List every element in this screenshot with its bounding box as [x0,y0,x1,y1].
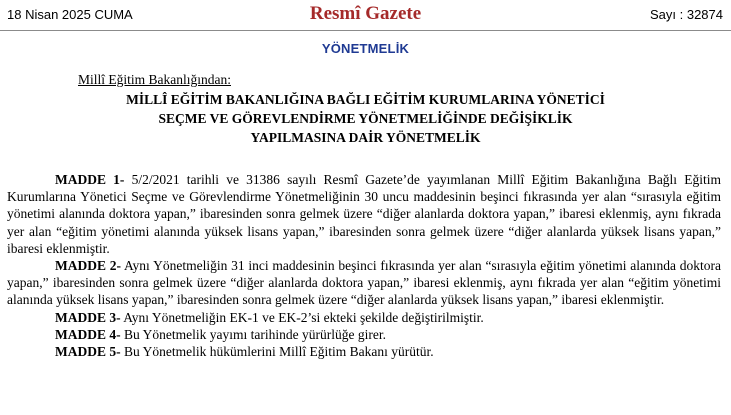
issuing-ministry: Millî Eğitim Bakanlığından: [78,72,231,87]
publication-date: 18 Nisan 2025 CUMA [7,7,133,22]
article-label: MADDE 3- [55,309,121,325]
regulation-title [0,90,731,147]
article-text: 5/2/2021 tarihli ve 31386 sayılı Resmî Gazete’de yayımlanan Millî Eğitim Bakanlığına Bağlı Eğitim Kurumlarına Yönetici Seçme ve Görevlendirme Yönetmeliğinin 30 uncu maddesinin beşinci fıkrasında yer alan “sırasıyla eğitim yönetimi alanında doktora yapan,” ibaresinden sonra gelmek üzere “diğer alanlarda doktora yapan,” ibaresi eklenmiş, aynı fıkrada yer alan “eğitim yönetimi alanında yüksek lisans yapan,” ibaresinden sonra gelmek üzere “diğer alanlarda yüksek lisans yapan,” ibaresi eklenmiştir. [7,172,721,256]
article-2 [7,257,721,309]
article-label: MADDE 1- [55,172,125,187]
article-text: Bu Yönetmelik yayımı tarihinde yürürlüğe girer. [120,326,386,342]
article-5 [7,343,721,360]
article-label: MADDE 2- [55,258,122,274]
regulation-title-line: YAPILMASINA DAİR YÖNETMELİK [250,130,481,145]
article-label: MADDE 4- [55,326,121,342]
gazette-title: Resmî Gazete [309,3,422,24]
section-title: YÖNETMELİK [321,41,410,56]
article-4 [7,326,721,343]
regulation-title-line: MİLLÎ EĞİTİM BAKANLIĞINA BAĞLI EĞİTİM KURUMLARINA YÖNETİCİ [126,92,605,107]
regulation-body [7,171,721,360]
article-text: Aynı Yönetmeliğin 31 inci maddesinin beşinci fıkrasında yer alan “sırasıyla eğitim yönetimi alanında doktora yapan,” ibaresinden sonra gelmek üzere “diğer alanlarda doktora yapan,” ibaresi eklenmiş, aynı fıkrada yer alan “eğitim yönetimi alanında yüksek lisans yapan,” ibaresinden sonra gelmek üzere “diğer alanlarda yüksek lisans yapan,” ibaresi eklenmiştir. [7,258,721,308]
article-text: Aynı Yönetmeliğin EK-1 ve EK-2’si ekteki şekilde değiştirilmiştir. [120,309,484,325]
issue-number: Sayı : 32874 [650,7,723,22]
gazette-header [0,0,731,32]
article-1 [7,171,721,257]
article-3 [7,309,721,326]
regulation-title-line: SEÇME VE GÖREVLENDİRME YÖNETMELİĞİNDE DEĞİŞİKLİK [158,111,573,126]
header-divider [0,30,731,31]
article-label: MADDE 5- [55,344,121,360]
article-text: Bu Yönetmelik hükümlerini Millî Eğitim Bakanı yürütür. [120,344,434,360]
